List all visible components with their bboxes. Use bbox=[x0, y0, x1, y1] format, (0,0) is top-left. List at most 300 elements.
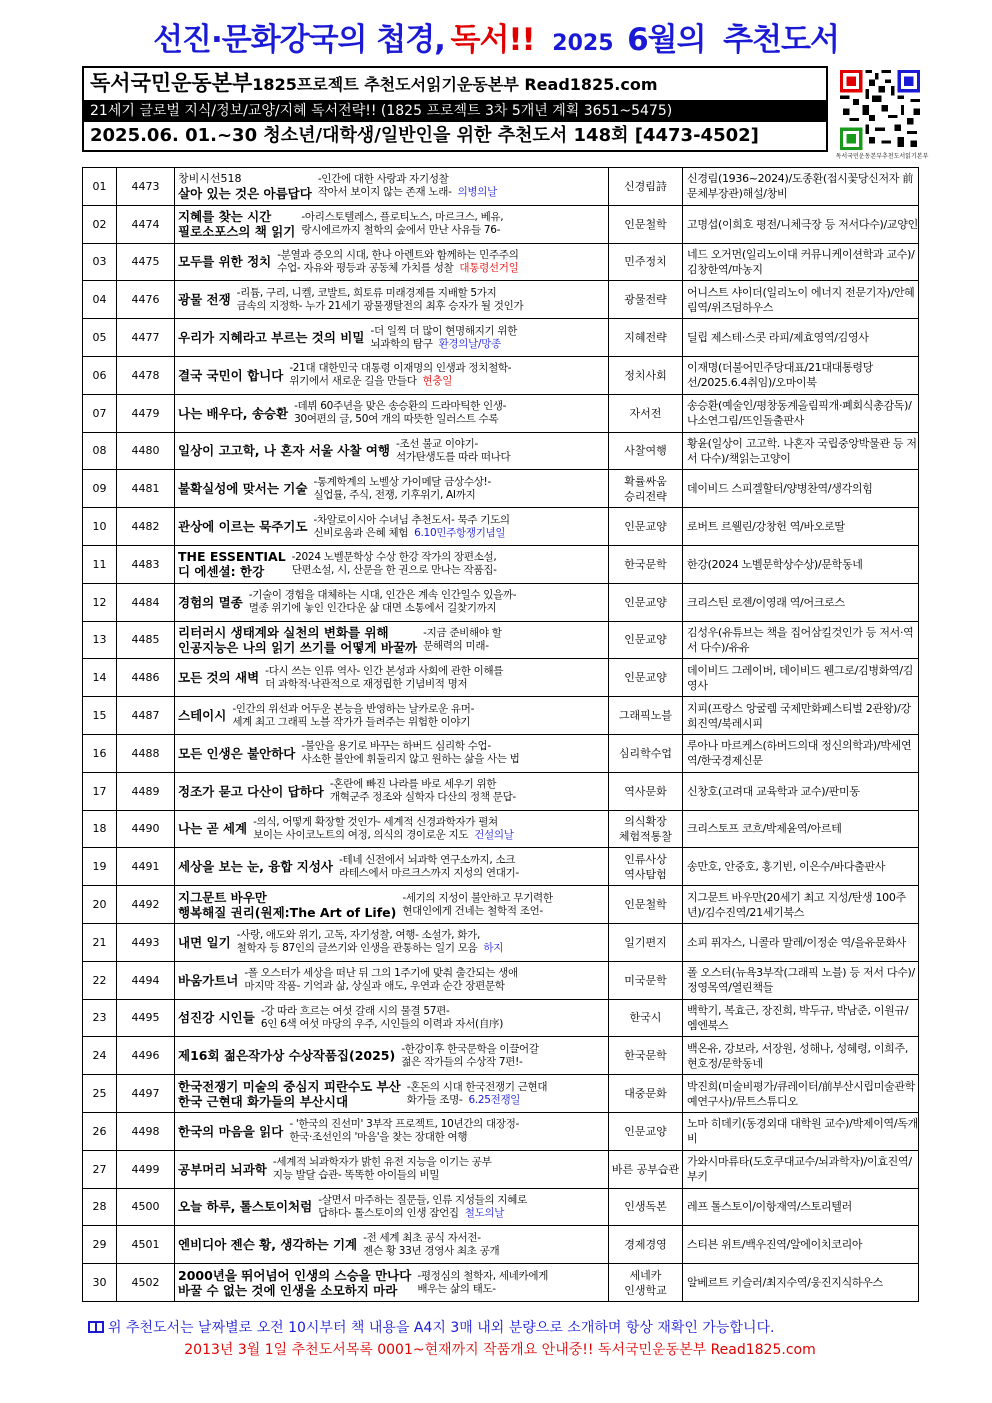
book-description-line bbox=[423, 640, 605, 653]
book-description bbox=[417, 627, 605, 653]
table-row bbox=[83, 1264, 919, 1302]
book-description-line bbox=[244, 980, 605, 993]
book-cell bbox=[175, 848, 609, 886]
description-text: -한강이후 한국문학을 이끌어갈 bbox=[401, 1042, 539, 1055]
row-number: 12 bbox=[83, 583, 117, 621]
book-title bbox=[178, 1199, 312, 1214]
book-title-line: 한국 근현대 화가들의 부산시대 bbox=[178, 1093, 349, 1109]
book-author-publisher: 지그문트 바우만(20세기 최고 지성/탄생 100주년)/김수진역/21세기북스 bbox=[683, 886, 919, 924]
description-text: 30여편의 글, 50여 개의 따뜻한 일러스트 수록 bbox=[294, 413, 499, 426]
book-category: 자서전 bbox=[609, 394, 683, 432]
book-title-line: 엔비디아 젠슨 황, 생각하는 기계 bbox=[178, 1237, 358, 1253]
book-code: 4492 bbox=[117, 886, 175, 924]
book-code: 4488 bbox=[117, 734, 175, 772]
description-text: 단편소설, 시, 산문을 한 권으로 만나는 작품집- bbox=[291, 564, 497, 577]
book-cell bbox=[175, 772, 609, 810]
table-row bbox=[83, 1188, 919, 1226]
book-author-publisher: 김성우(유튜브는 책을 집어삼킬것인가 등 저서·역서 다수)/유유 bbox=[683, 621, 919, 659]
org-name: 독서국민운동본부 bbox=[90, 71, 253, 95]
book-author-publisher: 고명섭(이희호 평전/니체극장 등 저서다수)/교양인 bbox=[683, 205, 919, 243]
book-cell bbox=[175, 923, 609, 961]
book-code: 4487 bbox=[117, 697, 175, 735]
table-row bbox=[83, 394, 919, 432]
description-text: -리튬, 구리, 니켈, 코발트, 희토류 미래경제를 지배할 5가지 bbox=[236, 286, 497, 299]
description-text: 문해력의 미래- bbox=[423, 639, 489, 652]
table-row bbox=[83, 621, 919, 659]
book-title bbox=[178, 746, 295, 761]
row-number: 07 bbox=[83, 394, 117, 432]
book-title bbox=[178, 171, 312, 201]
table-row bbox=[83, 281, 919, 319]
book-author-publisher: 로버트 르웰린/강창헌 역/바오로딸 bbox=[683, 508, 919, 546]
book-code: 4500 bbox=[117, 1188, 175, 1226]
book-description-line bbox=[401, 1043, 605, 1056]
description-text: -세계적 뇌과학자가 밝힌 유전 지능을 이기는 공부 bbox=[272, 1156, 492, 1169]
book-title-line: 경험의 멸종 bbox=[178, 594, 243, 610]
table-row bbox=[83, 1112, 919, 1150]
description-text: 젠슨 황 33년 경영사 최초 공개 bbox=[363, 1244, 500, 1257]
row-number: 29 bbox=[83, 1226, 117, 1264]
book-cell bbox=[175, 470, 609, 508]
description-text: -평정심의 철학자, 세네카에게 bbox=[417, 1269, 549, 1282]
book-description-line bbox=[292, 564, 605, 577]
book-cell bbox=[175, 1150, 609, 1188]
book-title-line: 지그문트 바우만 bbox=[178, 889, 267, 905]
table-row bbox=[83, 999, 919, 1037]
book-author-publisher: 지피(프랑스 앙굴렘 국제만화페스티벌 2관왕)/강희진역/북레시피 bbox=[683, 697, 919, 735]
description-text: 지능 발달 습관- 똑똑한 아이들의 비밀 bbox=[272, 1169, 440, 1182]
book-title-line: 한국전쟁기 미술의 중심지 피란수도 부산 bbox=[178, 1078, 401, 1094]
book-cell bbox=[175, 697, 609, 735]
book-category: 사찰여행 bbox=[609, 432, 683, 470]
description-text: 답하다- 톨스토이의 인생 잠언집 bbox=[318, 1206, 459, 1219]
period-line: 2025.06. 01.~30 청소년/대학생/일반인을 위한 추천도서 148회 [4473-4502] bbox=[84, 122, 826, 150]
book-description bbox=[238, 967, 605, 993]
table-row bbox=[83, 356, 919, 394]
book-code: 4473 bbox=[117, 168, 175, 206]
row-number: 25 bbox=[83, 1075, 117, 1113]
anniversary-note: 의병의날 bbox=[457, 186, 497, 199]
table-row bbox=[83, 545, 919, 583]
description-text: -2024 노벨문학상 수상 한강 작가의 장편소설, bbox=[291, 551, 497, 564]
book-author-publisher: 황윤(일상이 고고학. 나혼자 국립중앙박물관 등 저서 다수)/책읽는고양이 bbox=[683, 432, 919, 470]
book-description-line bbox=[407, 1081, 605, 1094]
book-description-line bbox=[294, 413, 605, 426]
book-author-publisher: 네드 오거먼(일리노이대 커뮤니케이션학과 교수)/김창한역/마농지 bbox=[683, 243, 919, 281]
table-row bbox=[83, 1226, 919, 1264]
strategy-line: 21세기 글로벌 지식/정보/교양/지혜 독서전략!! (1825 프로젝트 3차 5개년 계획 3651~5475) bbox=[84, 100, 826, 122]
book-title-line: 2000년을 뛰어넘어 인생의 스승을 만나다 bbox=[178, 1267, 412, 1283]
book-category: 역사문화 bbox=[609, 772, 683, 810]
book-description bbox=[295, 211, 605, 237]
book-category: 인문교양 bbox=[609, 659, 683, 697]
book-title bbox=[178, 708, 226, 723]
book-description-line bbox=[330, 791, 605, 804]
description-text: 수업- 자유와 평등과 공동체 가치를 성찰 bbox=[277, 261, 454, 274]
book-title-line: 내면 일기 bbox=[178, 934, 231, 950]
table-row bbox=[83, 319, 919, 357]
book-description-line bbox=[318, 1194, 605, 1207]
table-row bbox=[83, 168, 919, 206]
book-cell bbox=[175, 621, 609, 659]
book-cell bbox=[175, 810, 609, 848]
book-category: 인생독본 bbox=[609, 1188, 683, 1226]
book-author-publisher: 백온유, 강보라, 서장원, 성해나, 성혜령, 이희주, 현호정/문학동네 bbox=[683, 1037, 919, 1075]
table-row bbox=[83, 659, 919, 697]
org-line bbox=[84, 68, 826, 100]
book-cell bbox=[175, 1226, 609, 1264]
book-description-line bbox=[273, 1169, 605, 1182]
book-description bbox=[312, 173, 605, 199]
description-text: -살면서 마주하는 질문들, 인류 지성들의 지혜로 bbox=[318, 1193, 527, 1206]
book-category: 인문교양 bbox=[609, 1112, 683, 1150]
book-cell bbox=[175, 1188, 609, 1226]
description-text: -불안을 용기로 바꾸는 하버드 심리학 수업- bbox=[301, 740, 491, 753]
description-text: -세기의 지성이 불안하고 무기력한 bbox=[402, 891, 553, 904]
description-text: 랑시에르까지 철학의 숲에서 만난 사유들 76- bbox=[301, 224, 501, 237]
table-row bbox=[83, 205, 919, 243]
book-description bbox=[255, 1005, 605, 1031]
table-row bbox=[83, 432, 919, 470]
book-author-publisher: 가와시마류타(도호쿠대교수/뇌과학자)/이효진역/부키 bbox=[683, 1150, 919, 1188]
book-cell bbox=[175, 394, 609, 432]
book-category: 의식확장 체험적통찰 bbox=[609, 810, 683, 848]
anniversary-note: 6.10민주항쟁기념일 bbox=[414, 526, 506, 539]
book-title bbox=[178, 549, 286, 579]
book-description-line bbox=[396, 451, 605, 464]
book-description-line bbox=[407, 1094, 605, 1107]
book-description bbox=[283, 362, 605, 388]
row-number: 22 bbox=[83, 961, 117, 999]
book-title-line: 스테이시 bbox=[178, 708, 227, 724]
row-number: 26 bbox=[83, 1112, 117, 1150]
description-text: -조선 불교 이야기- bbox=[396, 437, 478, 450]
book-title bbox=[178, 821, 247, 836]
title-part-b: 독서!! bbox=[450, 22, 535, 58]
description-text: -21대 대한민국 대통령 이재명의 인생과 정치철학- bbox=[289, 362, 512, 375]
book-code: 4486 bbox=[117, 659, 175, 697]
description-text: 신비로움과 은혜 체험 bbox=[313, 526, 409, 539]
book-description-line bbox=[277, 249, 605, 262]
book-description-line bbox=[261, 1018, 605, 1031]
description-text: -분열과 증오의 시대, 한나 아렌트와 함께하는 민주주의 bbox=[277, 248, 519, 261]
book-description-line bbox=[261, 1005, 605, 1018]
description-text: -강 따라 흐르는 여섯 갈래 시의 물결 57편- bbox=[260, 1004, 450, 1017]
book-code: 4495 bbox=[117, 999, 175, 1037]
book-category: 바른 공부습관 bbox=[609, 1150, 683, 1188]
anniversary-note: 하지 bbox=[483, 942, 504, 955]
description-text: 젊은 작가들의 수상작 7편!- bbox=[401, 1055, 523, 1068]
book-title bbox=[178, 1237, 357, 1252]
book-description-line bbox=[423, 627, 605, 640]
book-title-line: THE ESSENTIAL bbox=[178, 549, 286, 565]
title-month: 6월의 bbox=[627, 22, 706, 58]
book-author-publisher: 딜립 제스테·스콧 라피/제효영역/김영사 bbox=[683, 319, 919, 357]
description-text: 위기에서 새로운 길을 만들다 bbox=[289, 375, 417, 388]
book-category: 확률싸움 승리전략 bbox=[609, 470, 683, 508]
book-description bbox=[390, 438, 605, 464]
book-title bbox=[178, 784, 324, 799]
book-author-publisher: 백학기, 복효근, 장진희, 박두규, 박남준, 이원규/엠엔북스 bbox=[683, 999, 919, 1037]
book-cell bbox=[175, 508, 609, 546]
book-category: 광물전략 bbox=[609, 281, 683, 319]
book-title-line: 한국의 마음을 읽다 bbox=[178, 1123, 284, 1139]
book-author-publisher: 어니스트 샤이더(일리노이 에너지 전문기자)/안혜림역/위즈덤하우스 bbox=[683, 281, 919, 319]
book-title-line: 바움가트너 bbox=[178, 972, 239, 988]
description-text: 개혁군주 정조와 실학자 다산의 정책 문답- bbox=[329, 791, 516, 804]
book-description-line bbox=[313, 489, 605, 502]
book-title-line: 모두를 위한 정치 bbox=[178, 254, 272, 270]
book-title-line: 필로소포스의 책 읽기 bbox=[178, 224, 296, 240]
description-text: 배우는 삶의 태도- bbox=[417, 1282, 496, 1295]
book-author-publisher: 노마 히데키(동경외대 대학원 교수)/박제이역/독개비 bbox=[683, 1112, 919, 1150]
book-title bbox=[178, 209, 295, 239]
book-category: 한국문학 bbox=[609, 545, 683, 583]
table-row bbox=[83, 772, 919, 810]
book-author-publisher: 알베르트 키슬러/최지수역/웅진지식하우스 bbox=[683, 1264, 919, 1302]
table-row bbox=[83, 1150, 919, 1188]
book-cell bbox=[175, 583, 609, 621]
table-row bbox=[83, 243, 919, 281]
description-text: 라테스에서 마르크스까지 지성의 연대기- bbox=[338, 866, 519, 879]
qr-caption: 독서국민운동본부추천도서읽기본부 bbox=[835, 153, 929, 160]
table-row bbox=[83, 470, 919, 508]
book-cell bbox=[175, 281, 609, 319]
book-description bbox=[288, 400, 605, 426]
book-description bbox=[286, 551, 605, 577]
book-title bbox=[178, 1079, 401, 1109]
book-code: 4481 bbox=[117, 470, 175, 508]
row-number: 24 bbox=[83, 1037, 117, 1075]
book-description-line bbox=[313, 476, 605, 489]
book-title-line: 섬진강 시인들 bbox=[178, 1010, 255, 1026]
book-description bbox=[307, 514, 605, 540]
book-category: 민주정치 bbox=[609, 243, 683, 281]
row-number: 19 bbox=[83, 848, 117, 886]
org-project: 1825프로젝트 추천도서읽기운동본부 Read1825.com bbox=[252, 75, 658, 94]
book-description-line bbox=[402, 905, 605, 918]
book-code: 4479 bbox=[117, 394, 175, 432]
footer-archive: 2013년 3월 1일 추천도서목록 0001~현재까지 작품개요 안내중!! 독서국민운동본부 Read1825.com bbox=[184, 1342, 816, 1358]
book-description bbox=[295, 740, 605, 766]
book-title bbox=[178, 973, 238, 988]
row-number: 17 bbox=[83, 772, 117, 810]
book-code: 4482 bbox=[117, 508, 175, 546]
book-category: 인문교양 bbox=[609, 583, 683, 621]
book-code: 4493 bbox=[117, 923, 175, 961]
book-category: 인류사상 역사탐험 bbox=[609, 848, 683, 886]
book-description-line bbox=[237, 929, 605, 942]
book-description-line bbox=[330, 778, 605, 791]
book-code: 4494 bbox=[117, 961, 175, 999]
book-cell bbox=[175, 168, 609, 206]
book-title bbox=[178, 481, 307, 496]
description-text: 6인 6색 여섯 마당의 우주, 시인들의 이력과 자서(自序) bbox=[260, 1017, 504, 1030]
book-title bbox=[178, 330, 364, 345]
book-title-line: 광물 전쟁 bbox=[178, 292, 231, 308]
title-year: 2025 bbox=[552, 31, 614, 56]
book-code: 4489 bbox=[117, 772, 175, 810]
book-description-line bbox=[277, 262, 605, 275]
book-code: 4496 bbox=[117, 1037, 175, 1075]
row-number: 06 bbox=[83, 356, 117, 394]
book-description bbox=[226, 703, 605, 729]
book-code: 4480 bbox=[117, 432, 175, 470]
book-category: 세네카 인생학교 bbox=[609, 1264, 683, 1302]
book-author-publisher: 한강(2024 노벨문학상수상)/문학동네 bbox=[683, 545, 919, 583]
book-category: 미국문학 bbox=[609, 961, 683, 999]
book-description bbox=[401, 1081, 605, 1107]
book-description-line bbox=[294, 400, 605, 413]
description-text: 보이는 사이코노트의 여정, 의식의 경이로운 지도 bbox=[253, 828, 469, 841]
description-text: -혼란에 빠진 나라를 바로 세우기 위한 bbox=[329, 778, 497, 791]
book-title-line: 세상을 보는 눈, 융합 지성사 bbox=[178, 859, 333, 875]
book-cell bbox=[175, 356, 609, 394]
book-description bbox=[364, 325, 605, 351]
book-title bbox=[178, 859, 333, 874]
book-category: 그래픽노블 bbox=[609, 697, 683, 735]
book-author-publisher: 송승환(예술인/평창동계올림픽개·폐회식총감독)/나소연그림/뜨인돌출판사 bbox=[683, 394, 919, 432]
book-title-line: 관상에 이르는 묵주기도 bbox=[178, 519, 308, 535]
book-author-publisher: 스티븐 위트/백우진역/알에이치코리아 bbox=[683, 1226, 919, 1264]
book-category: 인문철학 bbox=[609, 886, 683, 924]
description-text: 화가들 조명- bbox=[406, 1093, 463, 1106]
book-description bbox=[333, 854, 605, 880]
book-title-line: 디 에센셜: 한강 bbox=[178, 564, 265, 580]
book-description-line bbox=[417, 1270, 605, 1283]
book-code: 4483 bbox=[117, 545, 175, 583]
book-category: 경제경영 bbox=[609, 1226, 683, 1264]
book-description-line bbox=[237, 300, 605, 313]
book-title bbox=[178, 1162, 267, 1177]
description-text: 철학자 등 87인의 글쓰기와 인생을 관통하는 일기 모음 bbox=[236, 942, 478, 955]
book-description-line bbox=[363, 1245, 605, 1258]
book-description bbox=[411, 1270, 605, 1296]
book-category: 신경림詩 bbox=[609, 168, 683, 206]
row-number: 10 bbox=[83, 508, 117, 546]
description-text: 석가탄생도를 따라 떠나다 bbox=[396, 450, 511, 463]
header-box bbox=[82, 66, 828, 152]
book-description-line bbox=[273, 1156, 605, 1169]
row-number: 16 bbox=[83, 734, 117, 772]
description-text: 멸종 위기에 놓인 인간다운 삶 대면 소통에서 길찾기까지 bbox=[248, 602, 497, 615]
book-cell bbox=[175, 734, 609, 772]
book-author-publisher: 데이비드 스피겔할터/양병찬역/생각의힘 bbox=[683, 470, 919, 508]
description-text: 뇌과학의 탐구 bbox=[370, 337, 433, 350]
description-text: 현대인에게 건네는 철학적 조언- bbox=[402, 904, 543, 917]
description-text: -통계학계의 노벨상 가이메달 금상수상!- bbox=[313, 475, 491, 488]
book-category: 인문교양 bbox=[609, 508, 683, 546]
description-text: -인간의 위선과 어두운 본능을 반영하는 날카로운 유머- bbox=[232, 702, 475, 715]
row-number: 03 bbox=[83, 243, 117, 281]
book-title bbox=[178, 1124, 283, 1139]
book-title-line: 바꿀 수 없는 것에 인생을 소모하지 마라 bbox=[178, 1282, 398, 1298]
anniversary-note: 현충일 bbox=[422, 375, 453, 388]
book-description-line bbox=[289, 362, 605, 375]
book-category: 지혜전략 bbox=[609, 319, 683, 357]
book-description-line bbox=[249, 602, 605, 615]
table-row bbox=[83, 923, 919, 961]
description-text: -다시 쓰는 인류 역사- 인간 본성과 사회에 관한 이해를 bbox=[265, 664, 504, 677]
book-description-line bbox=[339, 854, 605, 867]
book-description-line bbox=[301, 211, 605, 224]
anniversary-note: 대통령선거일 bbox=[459, 261, 519, 274]
anniversary-note: 철도의날 bbox=[464, 1206, 505, 1219]
book-description-line bbox=[249, 589, 605, 602]
row-number: 13 bbox=[83, 621, 117, 659]
description-text: -더 일찍 더 많이 현명해지기 위한 bbox=[370, 324, 518, 337]
description-text: -테네 신전에서 뇌과학 연구소까지, 소크 bbox=[338, 853, 516, 866]
book-title-line: 리터러시 생태계와 실천의 변화를 위해 bbox=[178, 624, 389, 640]
book-author-publisher: 폴 오스터(뉴욕3부작(그래픽 노블) 등 저서 다수)/정영목역/열린책들 bbox=[683, 961, 919, 999]
book-description-line bbox=[313, 527, 605, 540]
anniversary-note: 건설의날 bbox=[474, 828, 514, 841]
anniversary-note: 환경의날/망종 bbox=[438, 337, 501, 350]
book-code: 4485 bbox=[117, 621, 175, 659]
book-title bbox=[178, 443, 390, 458]
book-title bbox=[178, 1048, 395, 1063]
book-cell bbox=[175, 1075, 609, 1113]
book-title bbox=[178, 595, 243, 610]
book-title-line: 제16회 젊은작가상 수상작품집(2025) bbox=[178, 1048, 396, 1064]
book-category: 인문철학 bbox=[609, 205, 683, 243]
book-author-publisher: 소피 퓌자스, 니콜라 말레/이정순 역/을유문화사 bbox=[683, 923, 919, 961]
book-cell bbox=[175, 961, 609, 999]
book-title-line: 정조가 묻고 다산이 답하다 bbox=[178, 783, 324, 799]
description-text: -전 세계 최초 공식 자서전- bbox=[363, 1231, 481, 1244]
book-title-line: 인공지능은 나의 읽기 쓰기를 어떻게 바꿀까 bbox=[178, 639, 418, 655]
description-text: 작아서 보이지 않는 존재 노래- bbox=[317, 186, 452, 199]
book-description bbox=[283, 1118, 605, 1144]
book-description-line bbox=[237, 942, 605, 955]
row-number: 05 bbox=[83, 319, 117, 357]
book-description-line bbox=[289, 375, 605, 388]
book-description-line bbox=[265, 665, 605, 678]
book-series: 창비시선518 bbox=[178, 172, 242, 186]
table-row bbox=[83, 810, 919, 848]
book-code: 4502 bbox=[117, 1264, 175, 1302]
book-description bbox=[271, 249, 605, 275]
row-number: 30 bbox=[83, 1264, 117, 1302]
book-title bbox=[178, 890, 396, 920]
book-description-line bbox=[363, 1232, 605, 1245]
book-title bbox=[178, 1268, 411, 1298]
book-title-line: 우리가 지혜라고 부르는 것의 비밀 bbox=[178, 330, 365, 346]
book-description-line bbox=[237, 287, 605, 300]
description-text: -아리스토텔레스, 플로티노스, 마르크스, 베유, bbox=[301, 211, 504, 224]
book-description-line bbox=[313, 514, 605, 527]
book-code: 4478 bbox=[117, 356, 175, 394]
description-text: -기술이 경험을 대체하는 시대, 인간은 계속 인간일수 있을까- bbox=[248, 589, 517, 602]
book-description bbox=[357, 1232, 605, 1258]
row-number: 18 bbox=[83, 810, 117, 848]
book-cell bbox=[175, 886, 609, 924]
description-text: -의식, 어떻게 확장할 것인가- 세계적 신경과학자가 펼쳐 bbox=[253, 815, 498, 828]
book-cell bbox=[175, 432, 609, 470]
book-cell bbox=[175, 205, 609, 243]
description-text: -폴 오스터가 세상을 떠난 뒤 그의 1주기에 맞춰 출간되는 생애 bbox=[244, 967, 518, 980]
book-title-line: 불확실성에 맞서는 기술 bbox=[178, 481, 308, 497]
book-title bbox=[178, 670, 259, 685]
row-number: 08 bbox=[83, 432, 117, 470]
book-description-line bbox=[417, 1283, 605, 1296]
description-text: -인간에 대한 사랑과 자기성찰 bbox=[317, 173, 449, 186]
book-author-publisher: 크리스틴 로젠/이영래 역/어크로스 bbox=[683, 583, 919, 621]
row-number: 02 bbox=[83, 205, 117, 243]
row-number: 21 bbox=[83, 923, 117, 961]
book-title bbox=[178, 625, 417, 655]
book-title bbox=[178, 935, 231, 950]
